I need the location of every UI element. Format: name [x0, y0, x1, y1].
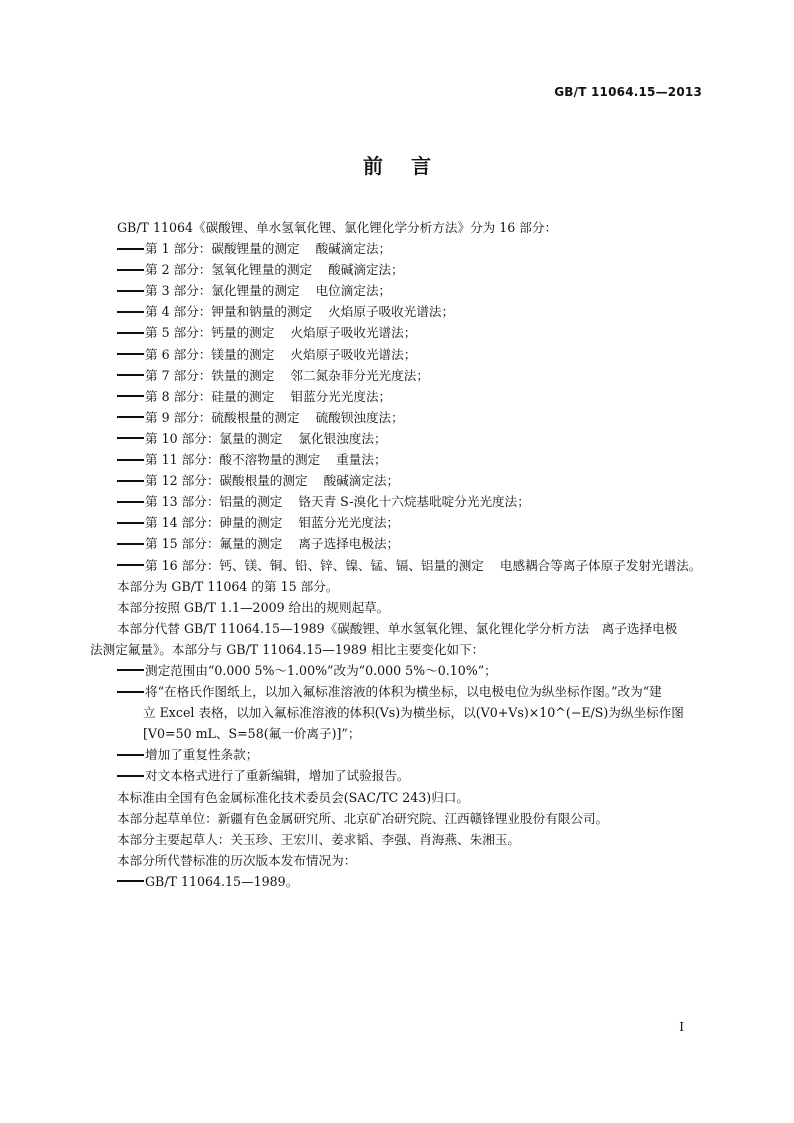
dash-icon — [117, 691, 144, 693]
part-label: 第 12 部分：碳酸根量的测定 — [145, 473, 308, 489]
list-item — [90, 512, 706, 533]
list-item — [90, 259, 706, 280]
part-label: 第 13 部分：铝量的测定 — [145, 494, 283, 510]
part-method: 钼蓝分光光度法； — [290, 388, 392, 404]
change-text: 测定范围由“0.000 5%～1.00%”改为“0.000 5%～0.10%”； — [145, 662, 497, 678]
part-label: 第 7 部分：铁量的测定 — [145, 367, 275, 383]
intro-paragraph: GB/T 11064《碳酸锂、单水氢氧化锂、氯化锂化学分析方法》分为 16 部分： — [117, 220, 558, 235]
page-title: 前言 — [363, 154, 459, 178]
dash-icon — [117, 880, 144, 882]
list-item — [90, 533, 706, 554]
part-method: 钼蓝分光光度法； — [298, 515, 400, 531]
list-item — [90, 386, 706, 407]
part-label: 第 6 部分：镁量的测定 — [145, 346, 275, 362]
part-label: 第 4 部分：钾量和钠量的测定 — [145, 304, 313, 320]
part-method: 重量法； — [336, 452, 387, 468]
part-label: 第 11 部分：酸不溶物量的测定 — [145, 452, 321, 468]
replaces-statement-line-2: 法测定氟量》。本部分与 GB/T 11064.15—1989 相比主要变化如下： — [90, 641, 485, 657]
change-text: 将“在格氏作图纸上，以加入氟标准溶液的体积为横坐标，以电极电位为纵坐标作图。”改为“建 — [145, 684, 662, 700]
list-item — [90, 280, 706, 301]
part-label: 第 14 部分：砷量的测定 — [145, 515, 283, 531]
dash-icon — [117, 395, 144, 397]
dash-icon — [117, 437, 144, 439]
drafters-statement: 本部分主要起草人：关玉珍、王宏川、姜求韬、李强、肖海燕、朱湘玉。 — [117, 831, 520, 847]
dash-icon — [117, 775, 144, 777]
dash-icon — [117, 374, 144, 376]
dash-icon — [117, 459, 144, 461]
drafting-rules-statement: 本部分按照 GB/T 1.1—2009 给出的规则起草。 — [117, 599, 390, 615]
dash-icon — [117, 480, 144, 482]
dash-icon — [117, 353, 144, 355]
committee-statement: 本标准由全国有色金属标准化技术委员会(SAC/TC 243)归口。 — [117, 789, 469, 805]
part-method: 电位滴定法； — [315, 283, 392, 299]
part-label: 第 15 部分：氟量的测定 — [145, 536, 283, 552]
dash-icon — [117, 543, 144, 545]
part-label: 第 8 部分：硅量的测定 — [145, 388, 275, 404]
part-label: 第 1 部分：碳酸锂量的测定 — [145, 241, 300, 257]
history-intro: 本部分所代替标准的历次版本发布情况为： — [117, 852, 357, 868]
list-item — [90, 428, 706, 449]
dash-icon — [117, 269, 144, 271]
dash-icon — [117, 501, 144, 503]
dash-icon — [117, 669, 144, 671]
dash-icon — [117, 290, 144, 292]
change-text: 对文本格式进行了重新编辑，增加了试验报告。 — [145, 768, 410, 784]
drafting-units-statement: 本部分起草单位：新疆有色金属研究所、北京矿冶研究院、江西赣锋锂业股份有限公司。 — [117, 810, 609, 826]
part-method: 酸碱滴定法； — [323, 473, 400, 489]
part-label: 第 5 部分：钙量的测定 — [145, 325, 275, 341]
part-label: 第 3 部分：氯化锂量的测定 — [145, 283, 300, 299]
replaces-statement-line-1: 本部分代替 GB/T 11064.15—1989《碳酸锂、单水氢氧化锂、氯化锂化学分析方法 离子选择电极 — [117, 620, 678, 636]
list-item — [90, 449, 706, 470]
part-label: 第 2 部分：氢氧化锂量的测定 — [145, 262, 313, 278]
part-method: 氯化银浊度法； — [298, 430, 387, 446]
list-item — [90, 407, 706, 428]
part-method: 酸碱滴定法； — [315, 241, 392, 257]
part-method: 硫酸钡浊度法； — [315, 409, 404, 425]
part-label: 第 10 部分：氯量的测定 — [145, 430, 283, 446]
dash-icon — [117, 248, 144, 250]
part-label: 第 16 部分：钙、镁、铜、铅、锌、镍、锰、镉、铝量的测定 — [145, 557, 484, 573]
part-method: 离子选择电极法； — [298, 536, 400, 552]
part-label: 第 9 部分：硫酸根量的测定 — [145, 409, 300, 425]
part-method: 火焰原子吸收光谱法； — [290, 346, 417, 362]
part-method: 邻二氮杂菲分光光度法； — [290, 367, 429, 383]
list-item — [90, 301, 706, 322]
change-item-range — [90, 660, 706, 681]
history-text: GB/T 11064.15—1989。 — [145, 873, 299, 889]
page-number: I — [679, 1020, 684, 1034]
list-item — [90, 470, 706, 491]
change-item-plot — [90, 681, 706, 702]
dash-icon — [117, 564, 144, 566]
list-item — [90, 491, 706, 512]
dash-icon — [117, 754, 144, 756]
part-method: 电感耦合等离子体原子发射光谱法。 — [499, 557, 702, 573]
part-of-statement: 本部分为 GB/T 11064 的第 15 部分。 — [117, 578, 339, 594]
dash-icon — [117, 311, 144, 313]
part-method: 酸碱滴定法； — [328, 262, 404, 278]
foreword-body — [90, 217, 706, 892]
list-item — [90, 238, 706, 259]
change-item-plot-continued-1: 立 Excel 表格，以加入氟标准溶液的体积(Vs)为横坐标，以(V0+Vs)×10^(−E/S)为纵坐标作图 — [143, 705, 684, 721]
part-method: 铬天青 S-溴化十六烷基吡啶分光光度法； — [298, 494, 530, 510]
change-item-plot-continued-2: [V0=50 mL、S=58(氟一价离子)]”； — [143, 726, 361, 742]
part-method: 火焰原子吸收光谱法； — [290, 325, 417, 341]
history-item — [90, 871, 706, 892]
list-item — [90, 322, 706, 343]
dash-icon — [117, 332, 144, 334]
list-item — [90, 555, 706, 576]
list-item — [90, 365, 706, 386]
standard-code-header: GB/T 11064.15—2013 — [554, 85, 702, 99]
change-text: 增加了重复性条款； — [145, 747, 259, 763]
dash-icon — [117, 416, 144, 418]
part-method: 火焰原子吸收光谱法； — [328, 304, 455, 320]
change-item-repeatability — [90, 744, 706, 765]
change-item-reformat — [90, 765, 706, 786]
list-item — [90, 344, 706, 365]
dash-icon — [117, 522, 144, 524]
